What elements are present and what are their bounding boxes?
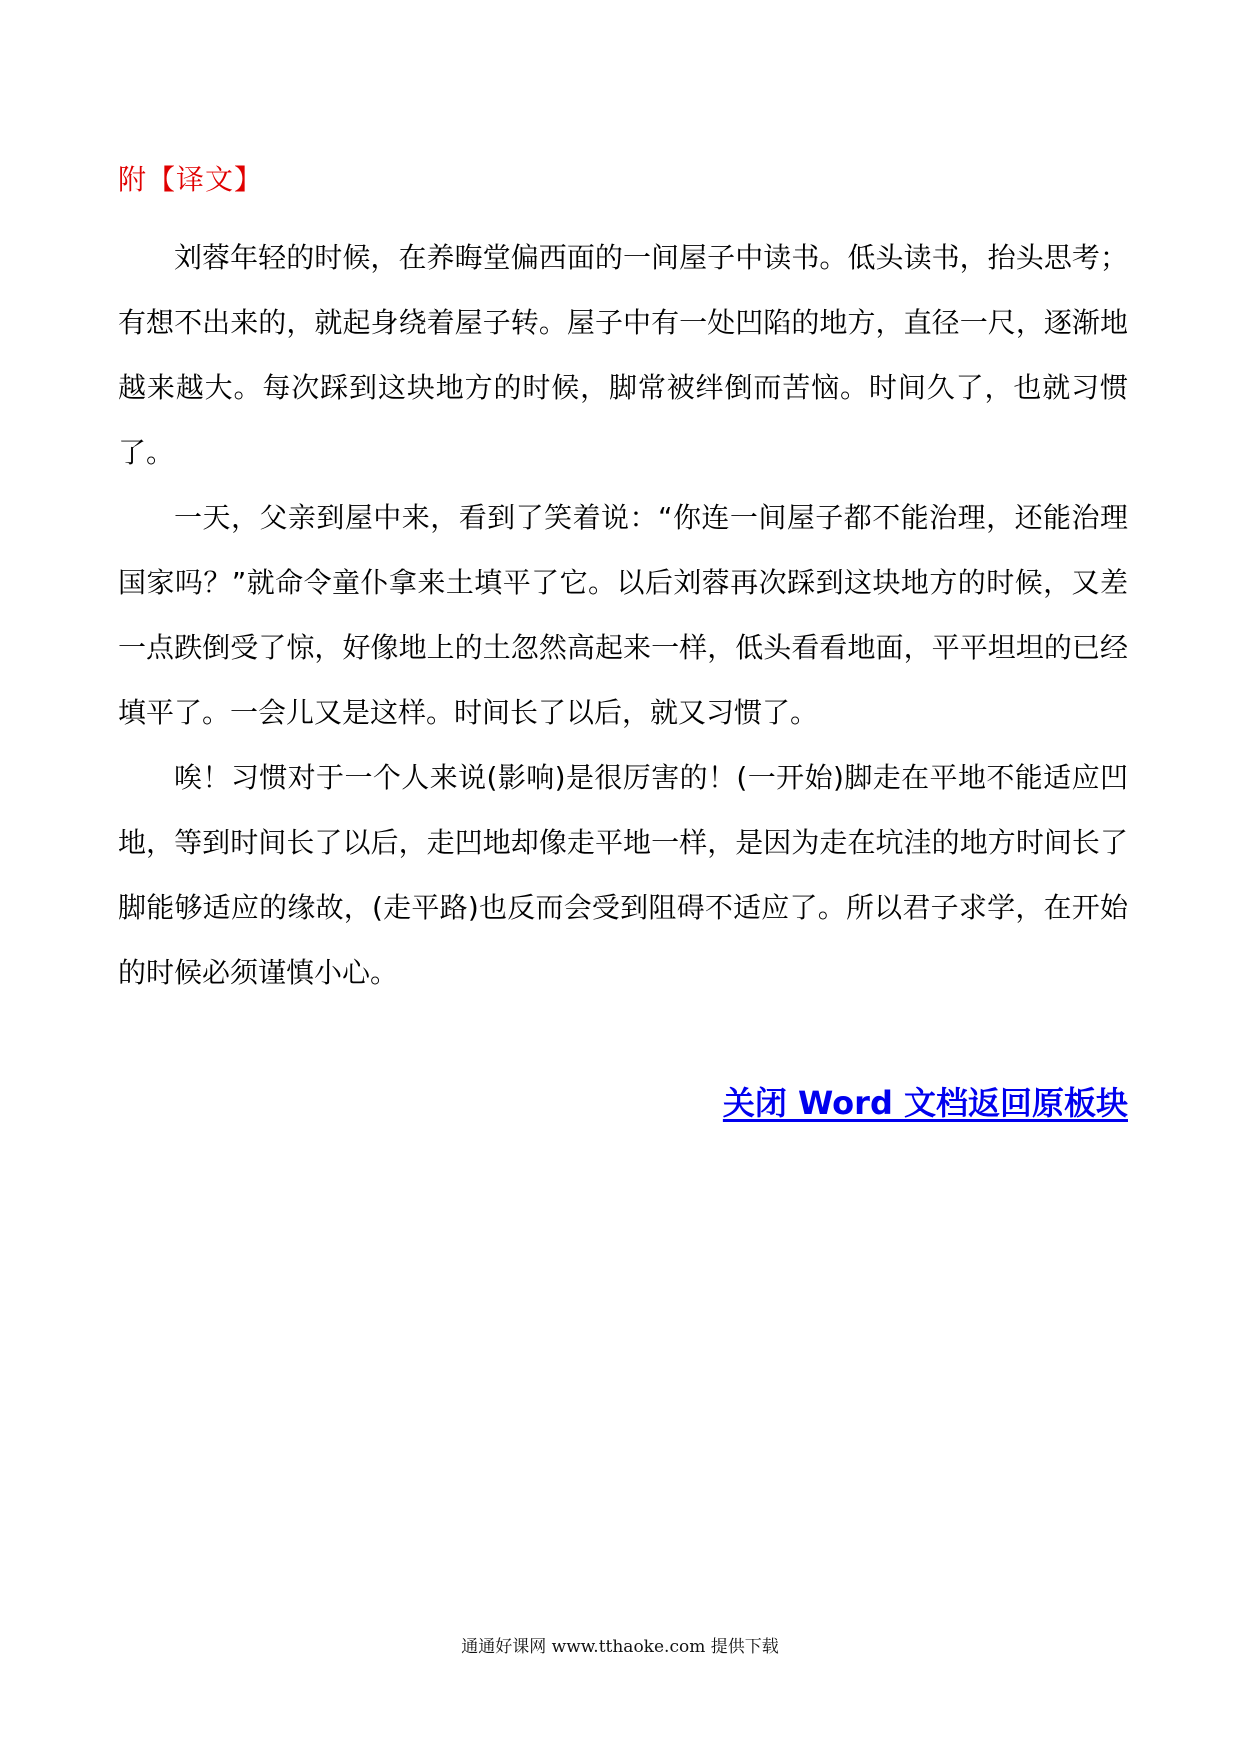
- paragraph-3: 唉！习惯对于一个人来说(影响)是很厉害的！(一开始)脚走在平地不能适应凹地，等到时间长了以后，走凹地却像走平地一样，是因为走在坑洼的地方时间长了脚能够适应的缘故，(走平路)也反而会受到阻碍不适应了。所以君子求学，在开始的时候必须谨慎小心。: [118, 761, 1128, 989]
- paragraph-2: 一天，父亲到屋中来，看到了笑着说：“你连一间屋子都不能治理，还能治理国家吗？”就命令童仆拿来土填平了它。以后刘蓉再次踩到这块地方的时候，又差一点跌倒受了惊，好像地上的土忽然高起来一样，低头看看地面，平平坦坦的已经填平了。一会儿又是这样。时间长了以后，就又习惯了。: [118, 501, 1128, 729]
- close-document-link[interactable]: 关闭 Word 文档返回原板块: [722, 1084, 1128, 1122]
- page-footer: 通通好课网 www.tthaoke.com 提供下载: [461, 1637, 779, 1657]
- translation-heading: 附【译文】: [118, 163, 264, 196]
- paragraph-1: 刘蓉年轻的时候，在养晦堂偏西面的一间屋子中读书。低头读书，抬头思考；有想不出来的，就起身绕着屋子转。屋子中有一处凹陷的地方，直径一尺，逐渐地越来越大。每次踩到这块地方的时候，脚常被绊倒而苦恼。时间久了，也就习惯了。: [118, 241, 1128, 469]
- document-body: [118, 160, 1128, 1005]
- return-link-row: [723, 1078, 1128, 1124]
